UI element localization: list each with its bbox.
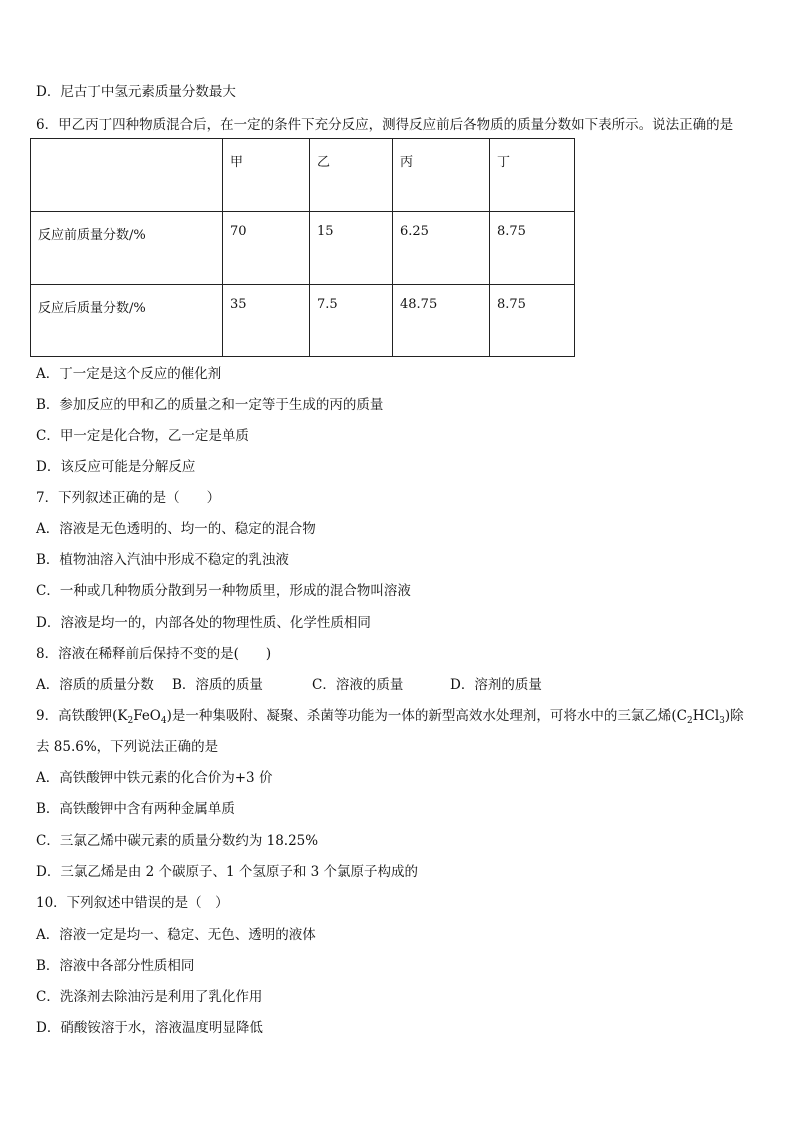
q9-option-a: A．高铁酸钾中铁元素的化合价为+3 价: [36, 770, 273, 786]
q10-option-d: D．硝酸铵溶于水，溶液温度明显降低: [36, 1020, 263, 1036]
q10-option-b: B．溶液中各部分性质相同: [36, 958, 195, 974]
q6-option-b: B．参加反应的甲和乙的质量之和一定等于生成的丙的质量: [36, 397, 384, 413]
q7-option-b: B．植物油溶入汽油中形成不稳定的乳浊液: [36, 552, 289, 568]
q10-stem: 10．下列叙述中错误的是（ ）: [36, 895, 229, 911]
q9-option-c: C．三氯乙烯中碳元素的质量分数约为 18.25%: [36, 833, 319, 849]
table-header-cell: 丙: [393, 139, 490, 212]
table-header-row: [31, 139, 575, 212]
table-header-cell: 甲: [223, 139, 310, 212]
q6-stem: 6．甲乙丙丁四种物质混合后，在一定的条件下充分反应，测得反应前后各物质的质量分数如下表所示。说法正确的是: [36, 117, 734, 133]
table-cell: 15: [310, 212, 393, 285]
q8-stem: 8．溶液在稀释前后保持不变的是( ): [36, 646, 272, 662]
q8-option-c: C．溶液的质量: [312, 677, 404, 693]
q6-option-d: D．该反应可能是分解反应: [36, 459, 196, 475]
table-row-label: 反应后质量分数/%: [31, 285, 223, 357]
table-cell: 35: [223, 285, 310, 357]
table-header-cell: 丁: [490, 139, 575, 212]
mass-fraction-table: [30, 138, 575, 357]
q9-option-b: B．高铁酸钾中含有两种金属单质: [36, 801, 235, 817]
q6-option-c: C．甲一定是化合物，乙一定是单质: [36, 428, 249, 444]
q8-option-b: B．溶质的质量: [172, 677, 263, 693]
table-header-cell: [31, 139, 223, 212]
q9-stem-line2: 去 85.6%，下列说法正确的是: [36, 739, 219, 755]
q5-option-d: D．尼古丁中氢元素质量分数最大: [36, 84, 236, 100]
q7-option-c: C．一种或几种物质分散到另一种物质里，形成的混合物叫溶液: [36, 583, 411, 599]
q10-option-c: C．洗涤剂去除油污是利用了乳化作用: [36, 989, 263, 1005]
table-row: [31, 212, 575, 285]
table-cell: 8.75: [490, 285, 575, 357]
q8-options: [36, 676, 542, 694]
table-cell: 8.75: [490, 212, 575, 285]
q9-option-d: D．三氯乙烯是由 2 个碳原子、1 个氢原子和 3 个氯原子构成的: [36, 864, 419, 880]
table-row: [31, 285, 575, 357]
q7-option-d: D．溶液是均一的，内部各处的物理性质、化学性质相同: [36, 615, 371, 631]
q10-option-a: A．溶液一定是均一、稳定、无色、透明的液体: [36, 927, 316, 943]
table-row-label: 反应前质量分数/%: [31, 212, 223, 285]
table-header-cell: 乙: [310, 139, 393, 212]
table-cell: 7.5: [310, 285, 393, 357]
q7-stem: 7．下列叙述正确的是（ ）: [36, 490, 221, 506]
table-cell: 48.75: [393, 285, 490, 357]
q6-option-a: A．丁一定是这个反应的催化剂: [36, 366, 222, 382]
q7-option-a: A．溶液是无色透明的、均一的、稳定的混合物: [36, 521, 316, 537]
q8-option-a: A．溶质的质量分数: [36, 677, 154, 693]
table-cell: 70: [223, 212, 310, 285]
q9-stem: 9．高铁酸钾$(K_2FeO_4)$是一种集吸附、凝聚、杀菌等功能为一体的新型高效水处理剂，可将水中的三氯乙烯$(C_2HCl_3)$除: [36, 708, 744, 726]
table-cell: 6.25: [393, 212, 490, 285]
q8-option-d: D．溶剂的质量: [450, 677, 542, 693]
